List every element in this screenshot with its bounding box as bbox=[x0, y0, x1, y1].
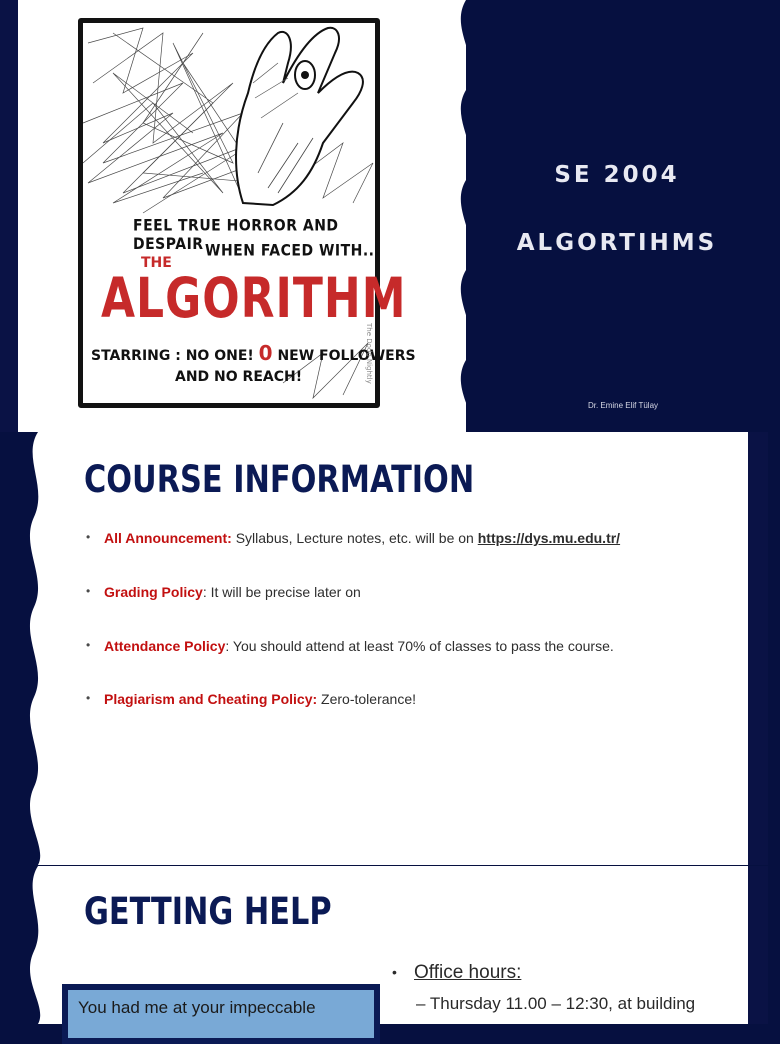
title-band bbox=[466, 0, 768, 432]
title-slide bbox=[0, 0, 768, 432]
cover-title: ALGORITHM bbox=[101, 267, 407, 331]
cover-credit: The Dodo Nightly bbox=[365, 323, 373, 384]
wave-divider bbox=[0, 866, 50, 1024]
bullet-icon: • bbox=[86, 584, 91, 598]
item-label: All Announcement: bbox=[104, 530, 232, 546]
course-information-slide bbox=[0, 432, 768, 865]
item-label: Grading Policy bbox=[104, 584, 203, 600]
cover-the: THE bbox=[141, 255, 172, 271]
starring-suffix: NEW FOLLOWERS bbox=[277, 348, 416, 364]
slide-edge bbox=[748, 432, 768, 865]
bullet-icon: • bbox=[392, 964, 397, 980]
cover-reach: AND NO REACH! bbox=[175, 369, 303, 385]
item-text: : It will be precise later on bbox=[202, 584, 361, 600]
slide-edge bbox=[748, 866, 768, 1024]
office-hours-detail: – Thursday 11.00 – 12:30, at building bbox=[416, 994, 696, 1013]
getting-help-slide bbox=[0, 866, 768, 1024]
course-title: ALGORTIHMS bbox=[516, 230, 718, 256]
page-title: GETTING HELP bbox=[84, 890, 332, 933]
starring-prefix: STARRING : NO ONE! bbox=[91, 348, 254, 364]
course-code: SE 2004 bbox=[554, 162, 680, 188]
cover-tagline-1: FEEL TRUE HORROR AND DESPAIR bbox=[133, 216, 339, 254]
item-text: Syllabus, Lecture notes, etc. will be on bbox=[231, 530, 478, 546]
office-hours-label bbox=[414, 962, 521, 984]
bullet-icon: • bbox=[86, 638, 91, 652]
item-text: Zero-tolerance! bbox=[317, 691, 416, 707]
item-label: Attendance Policy bbox=[104, 638, 226, 654]
announcement-link[interactable]: https://dys.mu.edu.tr/ bbox=[477, 530, 621, 546]
office-hours-text: Office hours bbox=[414, 962, 517, 983]
item-label: Plagiarism and Cheating Policy: bbox=[104, 691, 318, 707]
wave-divider bbox=[452, 0, 482, 432]
slide-edge bbox=[0, 0, 18, 432]
item-text: : You should attend at least 70% of classes to pass the course. bbox=[225, 638, 614, 654]
wave-divider bbox=[0, 432, 50, 865]
cover-poster-image bbox=[78, 18, 416, 408]
office-hours-colon: : bbox=[516, 962, 522, 983]
help-image bbox=[62, 984, 380, 1044]
starring-zero: 0 bbox=[258, 341, 273, 365]
image-caption: You had me at your impeccable bbox=[68, 990, 374, 1038]
bullet-icon: • bbox=[86, 691, 91, 705]
cover-tagline-2: WHEN FACED WITH... bbox=[205, 241, 381, 261]
bullet-icon: • bbox=[86, 530, 91, 544]
page-title: COURSE INFORMATION bbox=[84, 458, 475, 501]
author-name: Dr. Emine Elif Tülay bbox=[587, 401, 659, 410]
